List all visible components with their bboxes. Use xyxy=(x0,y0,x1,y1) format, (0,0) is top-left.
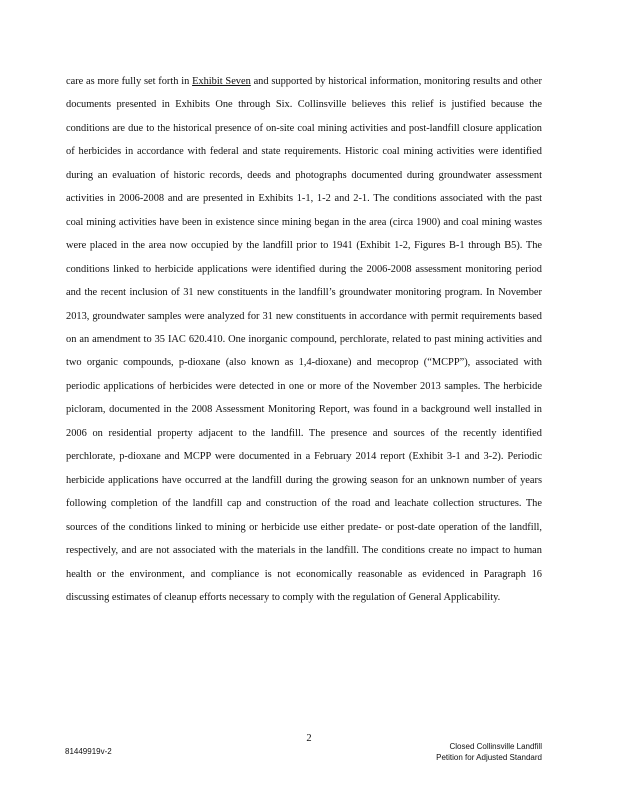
body-paragraph xyxy=(66,70,542,609)
exhibit-seven-reference: Exhibit Seven xyxy=(192,76,251,87)
footer-title-line2: Petition for Adjusted Standard xyxy=(436,753,542,762)
paragraph-text-rest: and supported by historical information, monitoring results and other documents presented in Exhibits One through Six. Collinsville believes this relief is justified because the conditions are due to the historical presence of on-site coal mining activities and post-landfill closure application of herbicides in accordance with federal and state requirements. Historic coal mining activities were identified during an evaluation of historic records, deeds and photographs documented during groundwater assessment activities in 2006-2008 and are presented in Exhibits 1-1, 1-2 and 2-1. The conditions associated with the past coal mining activities have been in existence since mining began in the area (circa 1900) and coal mining wastes were placed in the area now occupied by the landfill prior to 1941 (Exhibit 1-2, Figures B-1 through B5). The conditions linked to herbicide applications were identified during the 2006-2008 assessment monitoring period and the recent inclusion of 31 new constituents in the landfill’s groundwater monitoring program. In November 2013, groundwater samples were analyzed for 31 new constituents in accordance with permit requirements based on an amendment to 35 IAC 620.410. One inorganic compound, perchlorate, related to past mining activities and two organic compounds, p-dioxane (also known as 1,4-dioxane) and mecoprop (“MCPP”), associated with periodic applications of herbicides were detected in one or more of the November 2013 samples. The herbicide picloram, documented in the 2008 Assessment Monitoring Report, was found in a background well installed in 2006 on residential property adjacent to the landfill. The presence and sources of the recently identified perchlorate, p-dioxane and MCPP were documented in a February 2014 report (Exhibit 3-1 and 3-2). Periodic herbicide applications have occurred at the landfill during the growing season for an unknown number of years following completion of the landfill cap and construction of the road and leachate collection structures. The sources of the conditions linked to mining or herbicide use either predate- or post-date operation of the landfill, respectively, and are not associated with the materials in the landfill. The conditions create no impact to human health or the environment, and compliance is not economically reasonable as evidenced in Paragraph 16 discussing estimates of cleanup efforts necessary to comply with the regulation of General Applicability. xyxy=(66,76,542,603)
paragraph-text-start: care as more fully set forth in xyxy=(66,76,193,87)
footer-title xyxy=(436,741,542,763)
footer-title-line1: Closed Collinsville Landfill xyxy=(449,742,542,751)
document-id: 81449919v-2 xyxy=(65,747,112,756)
page-number: 2 xyxy=(306,733,312,744)
